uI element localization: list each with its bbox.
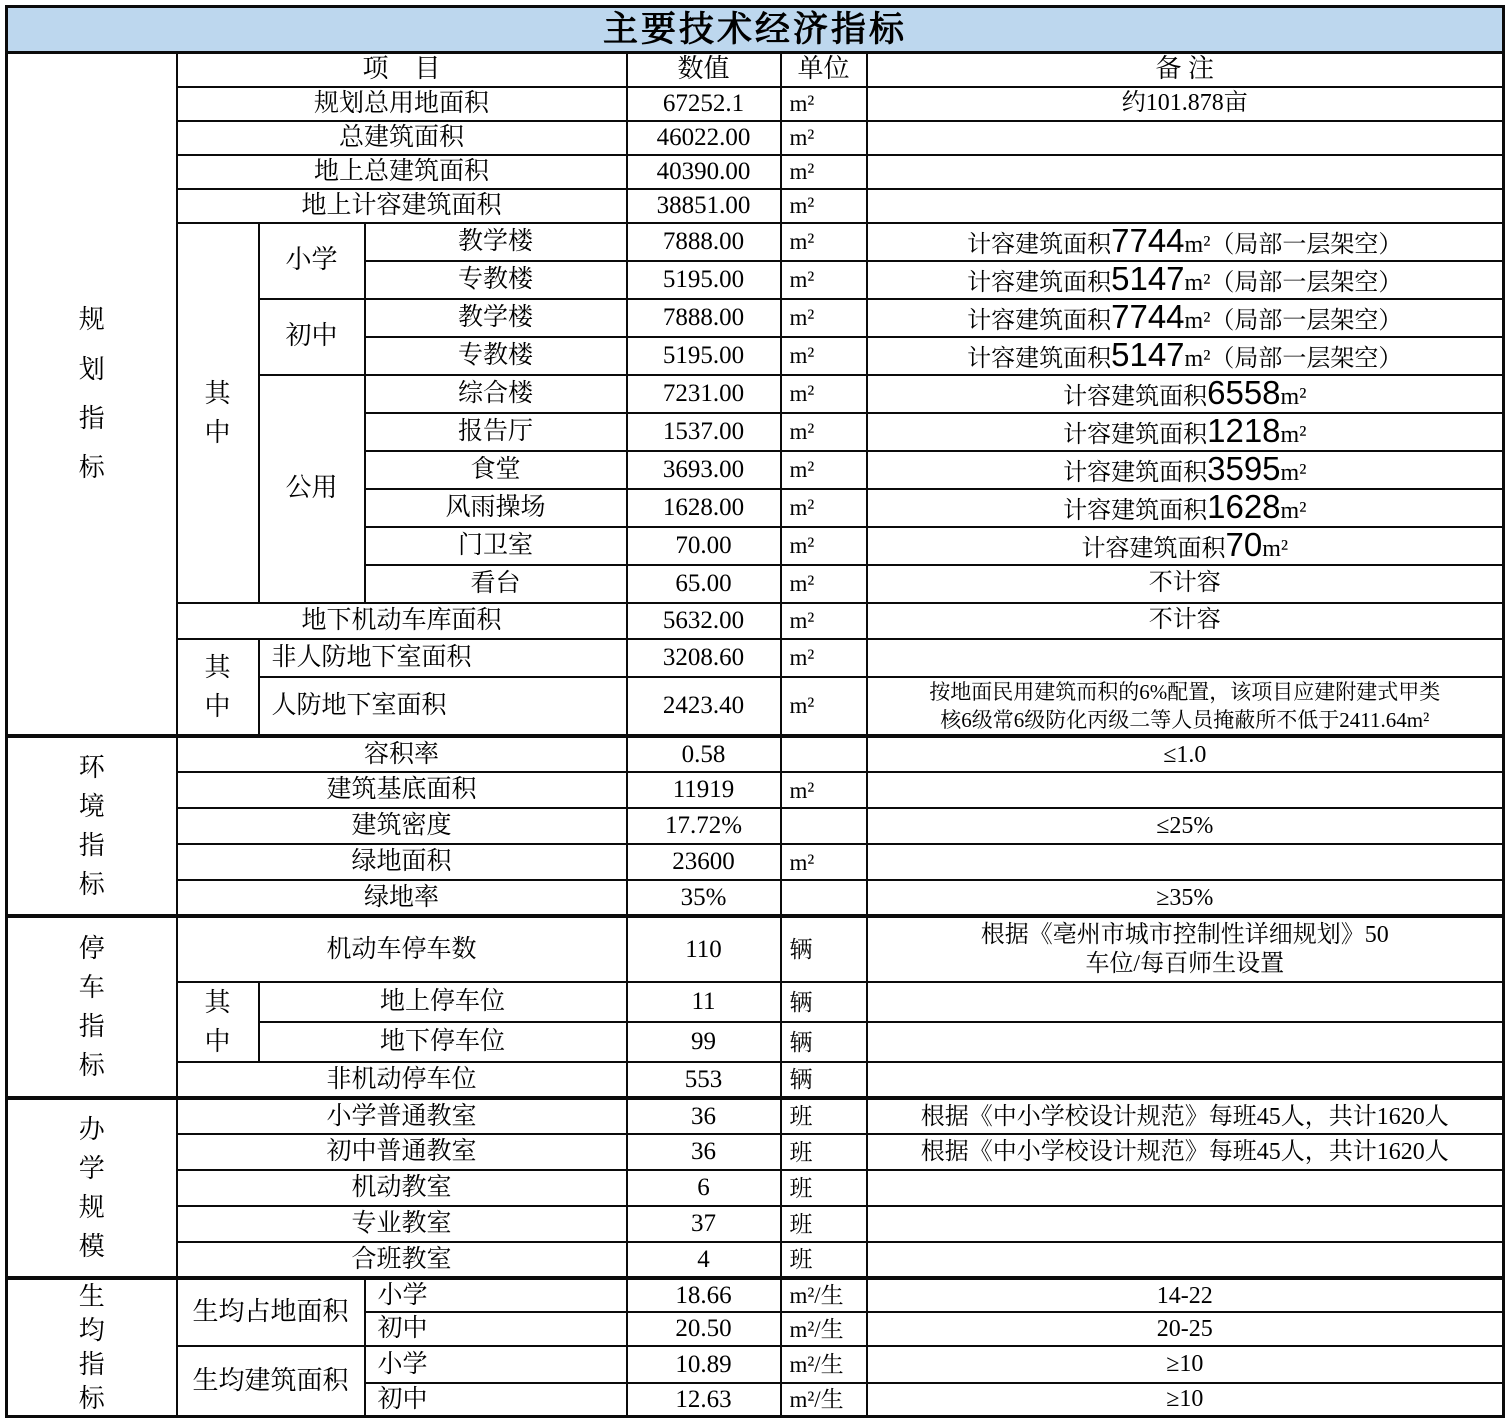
row-parking-total-unit: 辆 (781, 916, 867, 982)
row-parking-below-item: 地下停车位 (259, 1022, 627, 1062)
row-green-area-remark (867, 844, 1504, 880)
row-garage-unit: m² (781, 603, 867, 639)
remark-number: 7744 (1111, 222, 1185, 259)
row-density-value: 17.72% (627, 808, 781, 844)
row-above-cap-item: 地上计容建筑面积 (177, 189, 627, 223)
remark-number: 70 (1225, 526, 1263, 563)
row-cls-combined-remark (867, 1242, 1504, 1278)
remark-line-1: 按地面民用建筑而积的6%配置，该项目应建附建式甲类 (929, 679, 1441, 704)
row-land-unit: m² (781, 87, 867, 121)
subgroup-among-parking-text: 其中 (204, 988, 231, 1057)
row-parking-below-unit: 辆 (781, 1022, 867, 1062)
remark-text: 计容建筑面积 (967, 231, 1112, 258)
row-p-special-remark (867, 261, 1504, 299)
row-guard-unit: m² (781, 527, 867, 565)
row-green-rate-value: 35% (627, 880, 781, 916)
row-cls-special-remark (867, 1206, 1504, 1242)
group-per-student-text: 生均指标 (78, 1282, 105, 1413)
row-ps-land-j-value: 20.50 (627, 1312, 781, 1346)
row-parking-total-value: 110 (627, 916, 781, 982)
row-density-item: 建筑密度 (177, 808, 627, 844)
row-gym-item: 风雨操场 (365, 489, 627, 527)
row-p-teach-remark (867, 223, 1504, 261)
group-school-scale-label (7, 1098, 177, 1278)
row-ps-land-j-unit: m²/生 (781, 1312, 867, 1346)
row-cls-special-item: 专业教室 (177, 1206, 627, 1242)
row-parking-above-remark (867, 982, 1504, 1022)
subgroup-among-parking (177, 982, 259, 1062)
row-above-floor-remark (867, 155, 1504, 189)
row-ps-floor-j-unit: m²/生 (781, 1383, 867, 1417)
row-parking-above-item: 地上停车位 (259, 982, 627, 1022)
remark-unit: m² (1184, 345, 1211, 372)
row-parking-nm-item: 非机动停车位 (177, 1062, 627, 1098)
row-ps-land-p-value: 18.66 (627, 1278, 781, 1312)
row-cls-primary-remark: 根据《中小学校设计规范》每班45人，共计1620人 (867, 1098, 1504, 1134)
remark-unit: m² (1280, 459, 1307, 486)
row-canteen-unit: m² (781, 451, 867, 489)
group-planning-text: 规划指标 (78, 305, 105, 483)
row-far-value: 0.58 (627, 736, 781, 772)
row-gym-unit: m² (781, 489, 867, 527)
group-school-scale-text: 办学规模 (78, 1115, 105, 1262)
row-j-special-unit: m² (781, 337, 867, 375)
row-ps-floor-p-unit: m²/生 (781, 1346, 867, 1383)
row-ps-floor-j-remark: ≥10 (867, 1383, 1504, 1417)
row-canteen-value: 3693.00 (627, 451, 781, 489)
header-remark: 备 注 (867, 53, 1504, 87)
row-p-special-unit: m² (781, 261, 867, 299)
row-parking-total-item: 机动车停车数 (177, 916, 627, 982)
row-j-special-value: 5195.00 (627, 337, 781, 375)
row-hall-remark (867, 413, 1504, 451)
remark-text: 计容建筑面积 (1063, 421, 1208, 448)
row-cls-flex-item: 机动教室 (177, 1170, 627, 1206)
remark-note: （局部一层架空） (1210, 231, 1403, 258)
row-garage-item: 地下机动车库面积 (177, 603, 627, 639)
row-guard-remark (867, 527, 1504, 565)
remark-number: 5147 (1111, 336, 1185, 373)
row-cls-junior-value: 36 (627, 1134, 781, 1170)
row-cls-junior-unit: 班 (781, 1134, 867, 1170)
remark-number: 7744 (1111, 298, 1185, 335)
row-total-floor-unit: m² (781, 121, 867, 155)
row-total-floor-item: 总建筑面积 (177, 121, 627, 155)
row-green-rate-remark: ≥35% (867, 880, 1504, 916)
row-ps-land-p-item: 小学 (365, 1278, 627, 1312)
subgroup-public-label: 公用 (259, 375, 365, 603)
header-value: 数值 (627, 53, 781, 87)
row-ps-floor-j-value: 12.63 (627, 1383, 781, 1417)
row-civil-unit: m² (781, 677, 867, 737)
row-hall-unit: m² (781, 413, 867, 451)
row-land-remark: 约101.878亩 (867, 87, 1504, 121)
row-p-special-item: 专教楼 (365, 261, 627, 299)
header-unit: 单位 (781, 53, 867, 87)
row-civil-item: 人防地下室面积 (259, 677, 627, 737)
row-cls-junior-item: 初中普通教室 (177, 1134, 627, 1170)
row-gym-remark (867, 489, 1504, 527)
row-above-floor-item: 地上总建筑面积 (177, 155, 627, 189)
remark-number: 3595 (1207, 450, 1281, 487)
row-ps-land-p-unit: m²/生 (781, 1278, 867, 1312)
row-ps-land-p-remark: 14-22 (867, 1278, 1504, 1312)
row-footprint-item: 建筑基底面积 (177, 772, 627, 808)
row-complex-remark (867, 375, 1504, 413)
row-civil-value: 2423.40 (627, 677, 781, 737)
row-parking-nm-remark (867, 1062, 1504, 1098)
row-green-area-unit: m² (781, 844, 867, 880)
group-per-student-label (7, 1278, 177, 1417)
row-cls-special-unit: 班 (781, 1206, 867, 1242)
row-cls-flex-value: 6 (627, 1170, 781, 1206)
row-land-value: 67252.1 (627, 87, 781, 121)
remark-unit: m² (1280, 383, 1307, 410)
remark-number: 1628 (1207, 488, 1281, 525)
row-stand-value: 65.00 (627, 565, 781, 603)
row-far-unit (781, 736, 867, 772)
remark-text: 计容建筑面积 (967, 345, 1112, 372)
row-cls-combined-value: 4 (627, 1242, 781, 1278)
remark-text: 计容建筑面积 (1081, 535, 1226, 562)
remark-text: 计容建筑面积 (967, 269, 1112, 296)
row-green-rate-unit (781, 880, 867, 916)
remark-line-1: 根据《亳州市城市控制性详细规划》50 (980, 922, 1389, 949)
row-above-floor-value: 40390.00 (627, 155, 781, 189)
row-parking-below-value: 99 (627, 1022, 781, 1062)
remark-unit: m² (1184, 307, 1211, 334)
group-parking-text: 停车指标 (78, 934, 105, 1081)
row-non-civil-value: 3208.60 (627, 639, 781, 677)
remark-text: 计容建筑面积 (1063, 383, 1208, 410)
group-environment-text: 环境指标 (78, 753, 105, 900)
row-ps-land-j-remark: 20-25 (867, 1312, 1504, 1346)
row-j-teach-value: 7888.00 (627, 299, 781, 337)
row-green-area-value: 23600 (627, 844, 781, 880)
row-green-rate-item: 绿地率 (177, 880, 627, 916)
row-ps-floor-j-item: 初中 (365, 1383, 627, 1417)
row-parking-nm-unit: 辆 (781, 1062, 867, 1098)
header-item: 项 目 (177, 53, 627, 87)
group-planning-label (7, 53, 177, 737)
remark-note: （局部一层架空） (1210, 345, 1403, 372)
row-cls-combined-unit: 班 (781, 1242, 867, 1278)
row-above-cap-value: 38851.00 (627, 189, 781, 223)
technical-economic-indicators-table (5, 5, 1505, 1418)
remark-unit: m² (1184, 231, 1211, 258)
row-green-area-item: 绿地面积 (177, 844, 627, 880)
row-far-remark: ≤1.0 (867, 736, 1504, 772)
subgroup-among-basement (177, 639, 259, 737)
row-p-teach-value: 7888.00 (627, 223, 781, 261)
remark-line-2: 车位/每百师生设置 (1085, 950, 1285, 977)
subgroup-primary-label: 小学 (259, 223, 365, 299)
row-land-item: 规划总用地面积 (177, 87, 627, 121)
row-hall-value: 1537.00 (627, 413, 781, 451)
remark-unit: m² (1262, 535, 1289, 562)
remark-note: （局部一层架空） (1210, 307, 1403, 334)
row-above-floor-unit: m² (781, 155, 867, 189)
row-parking-above-value: 11 (627, 982, 781, 1022)
remark-note: （局部一层架空） (1210, 269, 1403, 296)
remark-line-2: 核6级常6级防化丙级二等人员掩蔽所不低于2411.64m² (940, 707, 1430, 732)
group-environment-label (7, 736, 177, 916)
subgroup-per-land-label: 生均占地面积 (177, 1278, 365, 1346)
row-cls-flex-remark (867, 1170, 1504, 1206)
row-cls-flex-unit: 班 (781, 1170, 867, 1206)
row-cls-special-value: 37 (627, 1206, 781, 1242)
row-j-teach-item: 教学楼 (365, 299, 627, 337)
group-parking-label (7, 916, 177, 1098)
subgroup-among-basement-text: 其中 (204, 652, 231, 721)
row-non-civil-unit: m² (781, 639, 867, 677)
row-parking-total-remark (867, 916, 1504, 982)
row-ps-floor-p-remark: ≥10 (867, 1346, 1504, 1383)
remark-text: 计容建筑面积 (1063, 459, 1208, 486)
row-cls-primary-unit: 班 (781, 1098, 867, 1134)
row-ps-floor-p-item: 小学 (365, 1346, 627, 1383)
row-footprint-unit: m² (781, 772, 867, 808)
row-non-civil-item: 非人防地下室面积 (259, 639, 627, 677)
row-ps-floor-p-value: 10.89 (627, 1346, 781, 1383)
remark-number: 1218 (1207, 412, 1281, 449)
row-ps-land-j-item: 初中 (365, 1312, 627, 1346)
row-p-teach-unit: m² (781, 223, 867, 261)
remark-text: 计容建筑面积 (967, 307, 1112, 334)
row-garage-remark: 不计容 (867, 603, 1504, 639)
row-j-teach-remark (867, 299, 1504, 337)
row-guard-value: 70.00 (627, 527, 781, 565)
row-non-civil-remark (867, 639, 1504, 677)
row-j-special-remark (867, 337, 1504, 375)
row-canteen-item: 食堂 (365, 451, 627, 489)
row-parking-above-unit: 辆 (781, 982, 867, 1022)
row-garage-value: 5632.00 (627, 603, 781, 639)
remark-unit: m² (1184, 269, 1211, 296)
row-total-floor-remark (867, 121, 1504, 155)
row-footprint-remark (867, 772, 1504, 808)
remark-number: 5147 (1111, 260, 1185, 297)
row-p-special-value: 5195.00 (627, 261, 781, 299)
row-gym-value: 1628.00 (627, 489, 781, 527)
row-p-teach-item: 教学楼 (365, 223, 627, 261)
row-j-special-item: 专教楼 (365, 337, 627, 375)
row-complex-unit: m² (781, 375, 867, 413)
row-cls-combined-item: 合班教室 (177, 1242, 627, 1278)
remark-unit: m² (1280, 497, 1307, 524)
row-stand-item: 看台 (365, 565, 627, 603)
row-cls-junior-remark: 根据《中小学校设计规范》每班45人，共计1620人 (867, 1134, 1504, 1170)
subgroup-per-floor-label: 生均建筑面积 (177, 1346, 365, 1417)
row-civil-remark (867, 677, 1504, 737)
remark-text: 计容建筑面积 (1063, 497, 1208, 524)
remark-number: 6558 (1207, 374, 1281, 411)
row-complex-value: 7231.00 (627, 375, 781, 413)
row-footprint-value: 11919 (627, 772, 781, 808)
row-cls-primary-item: 小学普通教室 (177, 1098, 627, 1134)
row-cls-primary-value: 36 (627, 1098, 781, 1134)
row-parking-nm-value: 553 (627, 1062, 781, 1098)
row-j-teach-unit: m² (781, 299, 867, 337)
row-above-cap-unit: m² (781, 189, 867, 223)
row-density-remark: ≤25% (867, 808, 1504, 844)
row-above-cap-remark (867, 189, 1504, 223)
row-density-unit (781, 808, 867, 844)
row-total-floor-value: 46022.00 (627, 121, 781, 155)
row-guard-item: 门卫室 (365, 527, 627, 565)
row-stand-unit: m² (781, 565, 867, 603)
row-complex-item: 综合楼 (365, 375, 627, 413)
row-far-item: 容积率 (177, 736, 627, 772)
subgroup-junior-label: 初中 (259, 299, 365, 375)
remark-unit: m² (1280, 421, 1307, 448)
row-stand-remark: 不计容 (867, 565, 1504, 603)
scanned-indicator-table-page (0, 5, 1509, 1413)
row-hall-item: 报告厅 (365, 413, 627, 451)
subgroup-among-planning (177, 223, 259, 603)
row-canteen-remark (867, 451, 1504, 489)
row-parking-below-remark (867, 1022, 1504, 1062)
page-title: 主要技术经济指标 (7, 7, 1504, 53)
subgroup-among-planning-text: 其中 (204, 378, 231, 447)
